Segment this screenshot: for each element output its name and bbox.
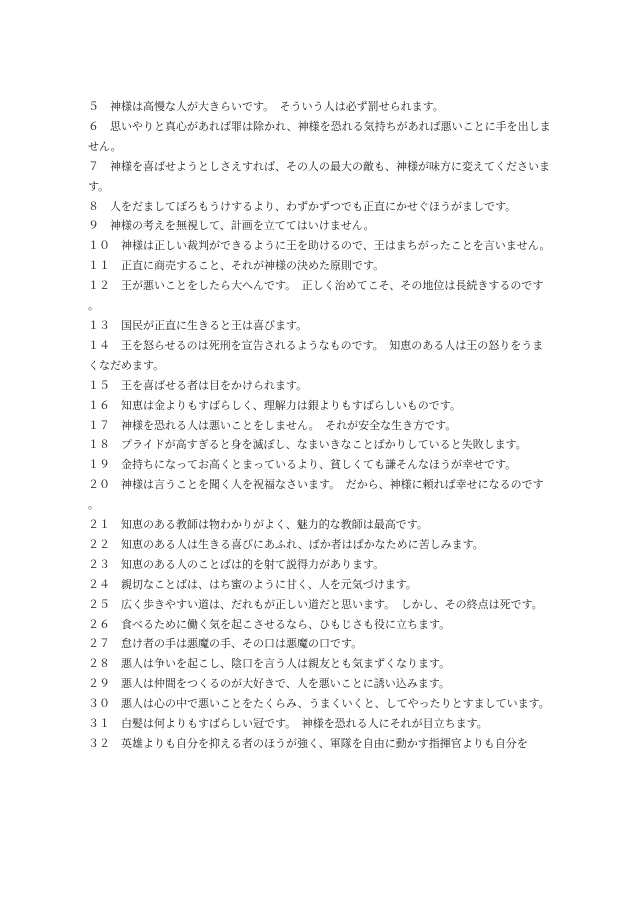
verse-24: ２４ 親切なことばは、はち蜜のように甘く、人を元気づけます。 — [88, 577, 417, 591]
verse-5: ５ 神様は高慢な人が大きらいです。 そういう人は必ず罰せられます。 — [88, 100, 444, 113]
verse-21: ２１ 知恵のある教師は物わかりがよく、魅力的な教師は最高です。 — [88, 518, 428, 532]
verse-23: ２３ 知恵のある人のことばは的を射て説得力があります。 — [88, 557, 385, 571]
verse-8: ８ 人をだましてぼろもうけするより、わずかずつでも正直にかせぐほうがましです。 — [88, 199, 517, 213]
verse-26: ２６ 食べるために働く気を起こさせるなら、ひもじさも役に立ちます。 — [88, 617, 451, 631]
verse-18: １８ プライドが高すぎると身を滅ぼし、なまいきなことばかりしていると失敗します。 — [88, 438, 527, 452]
verse-10: １０ 神様は正しい裁判ができるように王を助けるので、王はまちがったことを言いません。 — [88, 239, 551, 253]
verse-20: ２０ 神様は言うことを聞く人を祝福なさいます。 だから、神様に頼れば幸せになるのです。 — [88, 478, 544, 512]
verse-12: １２ 王が悪いことをしたら大へんです。 正しく治めてこそ、その地位は長続きするのです。 — [88, 279, 544, 313]
verse-29: ２９ 悪人は仲間をつくるのが大好きで、人を悪いことに誘い込みます。 — [88, 677, 450, 691]
verse-27: ２７ 怠け者の手は悪魔の手、その口は悪魔の口です。 — [88, 637, 363, 651]
verse-28: ２８ 悪人は争いを起こし、陰口を言う人は親友とも気まずくなります。 — [88, 657, 451, 671]
verse-7: ７ 神様を喜ばせようとしさえすれば、その人の最大の敵も、神様が味方に変えてくださいます。 — [88, 159, 550, 193]
verse-19: １９ 金持ちになってお高くとまっているより、貧しくても謙そんなほうが幸せです。 — [88, 458, 517, 472]
document-page — [88, 97, 553, 754]
verse-15: １５ 王を喜ばせる者は目をかけられます。 — [88, 378, 308, 392]
verse-17: １７ 神様を恐れる人は悪いことをしません。 それが安全な生き方です。 — [88, 418, 457, 432]
verse-13: １３ 国民が正直に生きると王は喜びます。 — [88, 318, 308, 332]
verse-16: １６ 知恵は金よりもすばらしく、理解力は銀よりもすばらしいものです。 — [88, 398, 461, 412]
verse-6: ６ 思いやりと真心があれば罪は除かれ、神様を恐れる気持ちがあれば悪いことに手を出しません。 — [88, 119, 551, 153]
verse-9: ９ 神様の考えを無視して、計画を立ててはいけません。 — [88, 219, 375, 233]
verse-11: １１ 正直に商売すること、それが神様の決めた原則です。 — [88, 259, 385, 273]
verse-14: １４ 王を怒らせるのは死刑を宣告されるようなものです。 知恵のある人は王の怒りをうまくなだめます。 — [88, 338, 544, 372]
verse-32: ３２ 英雄よりも自分を抑える者のほうが強く、軍隊を自由に動かす指揮官よりも自分を — [88, 737, 528, 750]
verse-30: ３０ 悪人は心の中で悪いことをたくらみ、うまくいくと、してやったりとすましています。 — [88, 697, 550, 711]
verse-22: ２２ 知恵のある人は生きる喜びにあふれ、ばか者はばかなために苦しみます。 — [88, 537, 484, 551]
verse-25: ２５ 広く歩きやすい道は、だれもが正しい道だと思います。 しかし、その終点は死です。 — [88, 597, 543, 611]
verse-31: ３１ 白髪は何よりもすばらしい冠です。 神様を恐れる人にそれが目立ちます。 — [88, 717, 488, 731]
